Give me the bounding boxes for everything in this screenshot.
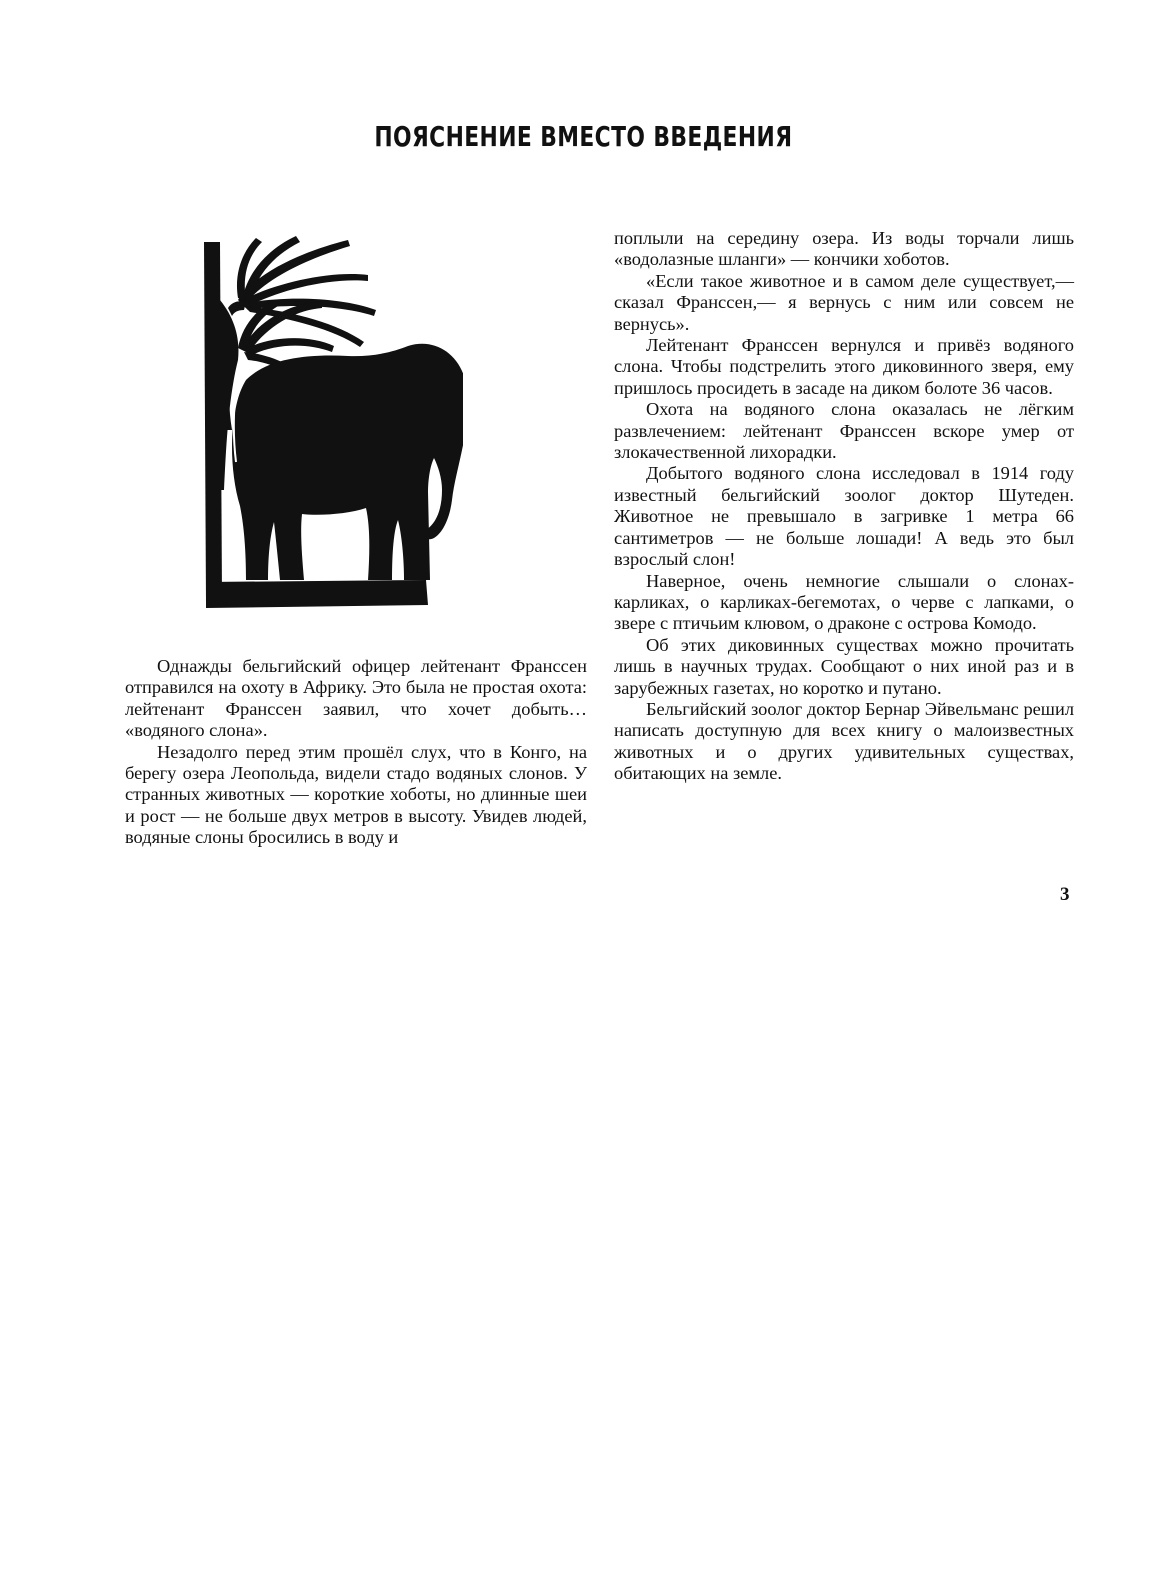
paragraph-continuation: поплыли на середину озера. Из воды торчали лишь «водолазные шланги» — кончики хоботов. (614, 228, 1074, 270)
page-title: ПОЯСНЕНИЕ ВМЕСТО ВВЕДЕНИЯ (374, 120, 793, 153)
paragraph: Лейтенант Франссен вернулся и привёз водяного слона. Чтобы подстрелить этого диковинного зверя, ему пришлось просидеть в засаде на диком болоте 36 часов. (614, 335, 1074, 398)
elephant-palm-illustration-icon (198, 230, 463, 620)
paragraph: Наверное, очень немногие слышали о слонах-карликах, о карликах-бегемотах, о черве с лапками, о звере с птичьим клювом, о драконе с острова Комодо. (614, 570, 1074, 634)
page-number: 3 (1060, 884, 1070, 905)
paragraph: Незадолго перед этим прошёл слух, что в Конго, на берегу озера Леопольда, видели стадо водяных слонов. У странных животных — короткие хоботы, но длинные шеи и рост — не больше двух метров в высоту. Увидев людей, водяные слоны бросились в воду и (125, 741, 587, 848)
paragraph: Об этих диковинных существах можно прочитать лишь в научных трудах. Сообщают о них иной раз и в зарубежных газетах, но коротко и путано. (614, 634, 1074, 698)
paragraph: Однажды бельгийский офицер лейтенант Франссен отправился на охоту в Африку. Это была не простая охота: лейтенант Франссен заявил, что хочет добыть… «водяного слона». (125, 656, 587, 741)
left-column (125, 656, 587, 849)
paragraph: Охота на водяного слона оказалась не лёгким развлечением: лейтенант Франссен вскоре умер от злокачественной лихорадки. (614, 399, 1074, 463)
paragraph: Бельгийский зоолог доктор Бернар Эйвельманс решил написать доступную для всех книгу о малоизвестных животных и о других удивительных существах, обитающих на земле. (614, 698, 1074, 784)
paragraph: Добытого водяного слона исследовал в 1914 году известный бельгийский зоолог доктор Шутеден. Животное не превышало в загривке 1 метра 66 сантиметров — не больше лошади! А ведь это был взрослый слон! (614, 463, 1074, 570)
right-column (614, 228, 1074, 785)
paragraph: «Если такое животное и в самом деле существует,— сказал Франссен,— я вернусь с ним или совсем не вернусь». (614, 270, 1074, 334)
